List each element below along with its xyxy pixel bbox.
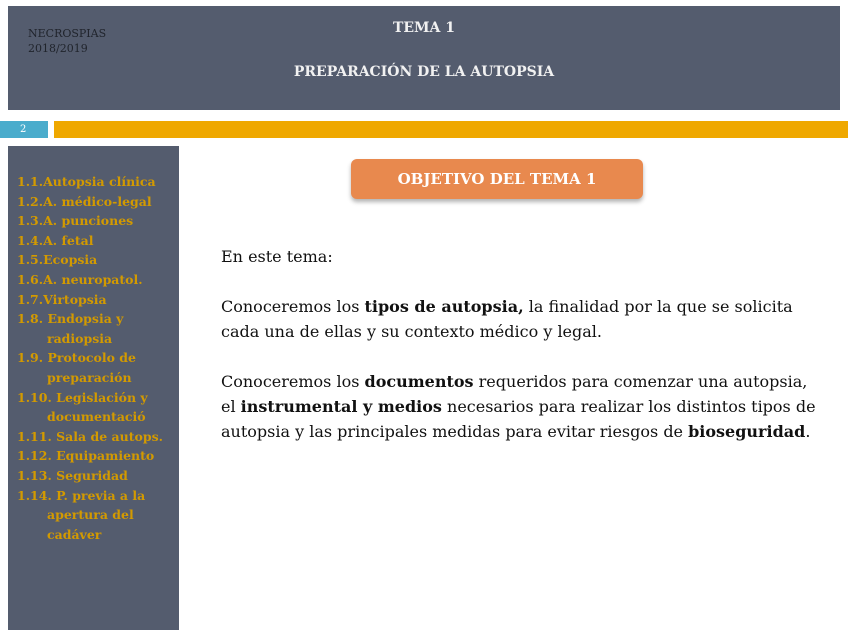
toc-item: 1.3.A. punciones <box>17 213 134 229</box>
slide-title: TEMA 1 <box>392 20 456 36</box>
toc-item: 1.4.A. fetal <box>17 232 94 248</box>
accent-bar <box>54 121 848 138</box>
intro-text: En este tema: <box>221 247 333 266</box>
paragraph-documents: Conoceremos los documentos requeridos para comenzar una autopsia, el instrumental y medios necesarios para realizar los distintos tipos de autopsia y las principales medidas para evitar riesgos de bioseguridad. <box>221 372 816 441</box>
toc-item: 1.9. Protocolo de preparación <box>17 350 136 385</box>
slide-subtitle: PREPARACIÓN DE LA AUTOPSIA <box>293 64 555 80</box>
toc-item: 1.1.Autopsia clínica <box>17 174 156 189</box>
paragraph-autopsy-types: Conoceremos los tipos de autopsia, la finalidad por la que se solicita cada una de ellas y su contexto médico y legal. <box>221 297 793 341</box>
toc-item: 1.11. Sala de autops. <box>17 428 163 444</box>
toc-item: 1.14. P. previa a la apertura del cadáver <box>17 487 146 542</box>
toc-item: 1.10. Legislación y documentació <box>17 389 148 425</box>
course-year: 2018/2019 <box>28 42 88 55</box>
toc-item: 1.8. Endopsia y radiopsia <box>17 311 124 346</box>
slide-number: 2 <box>0 121 48 138</box>
slide-content <box>221 244 821 444</box>
toc-item: 1.13. Seguridad <box>17 467 128 483</box>
toc-item: 1.7.Virtopsia <box>17 291 107 307</box>
slide-header <box>8 6 840 110</box>
toc-item: 1.5.Ecopsia <box>17 252 98 268</box>
toc-sidebar <box>8 146 179 630</box>
toc-item: 1.6.A. neuropatol. <box>17 271 143 287</box>
toc-item: 1.12. Equipamiento <box>17 448 155 464</box>
objective-heading: OBJETIVO DEL TEMA 1 <box>351 159 643 199</box>
course-name: NECROSPIAS <box>28 27 107 40</box>
toc-list <box>17 172 177 544</box>
toc-item: 1.2.A. médico-legal <box>17 193 152 209</box>
